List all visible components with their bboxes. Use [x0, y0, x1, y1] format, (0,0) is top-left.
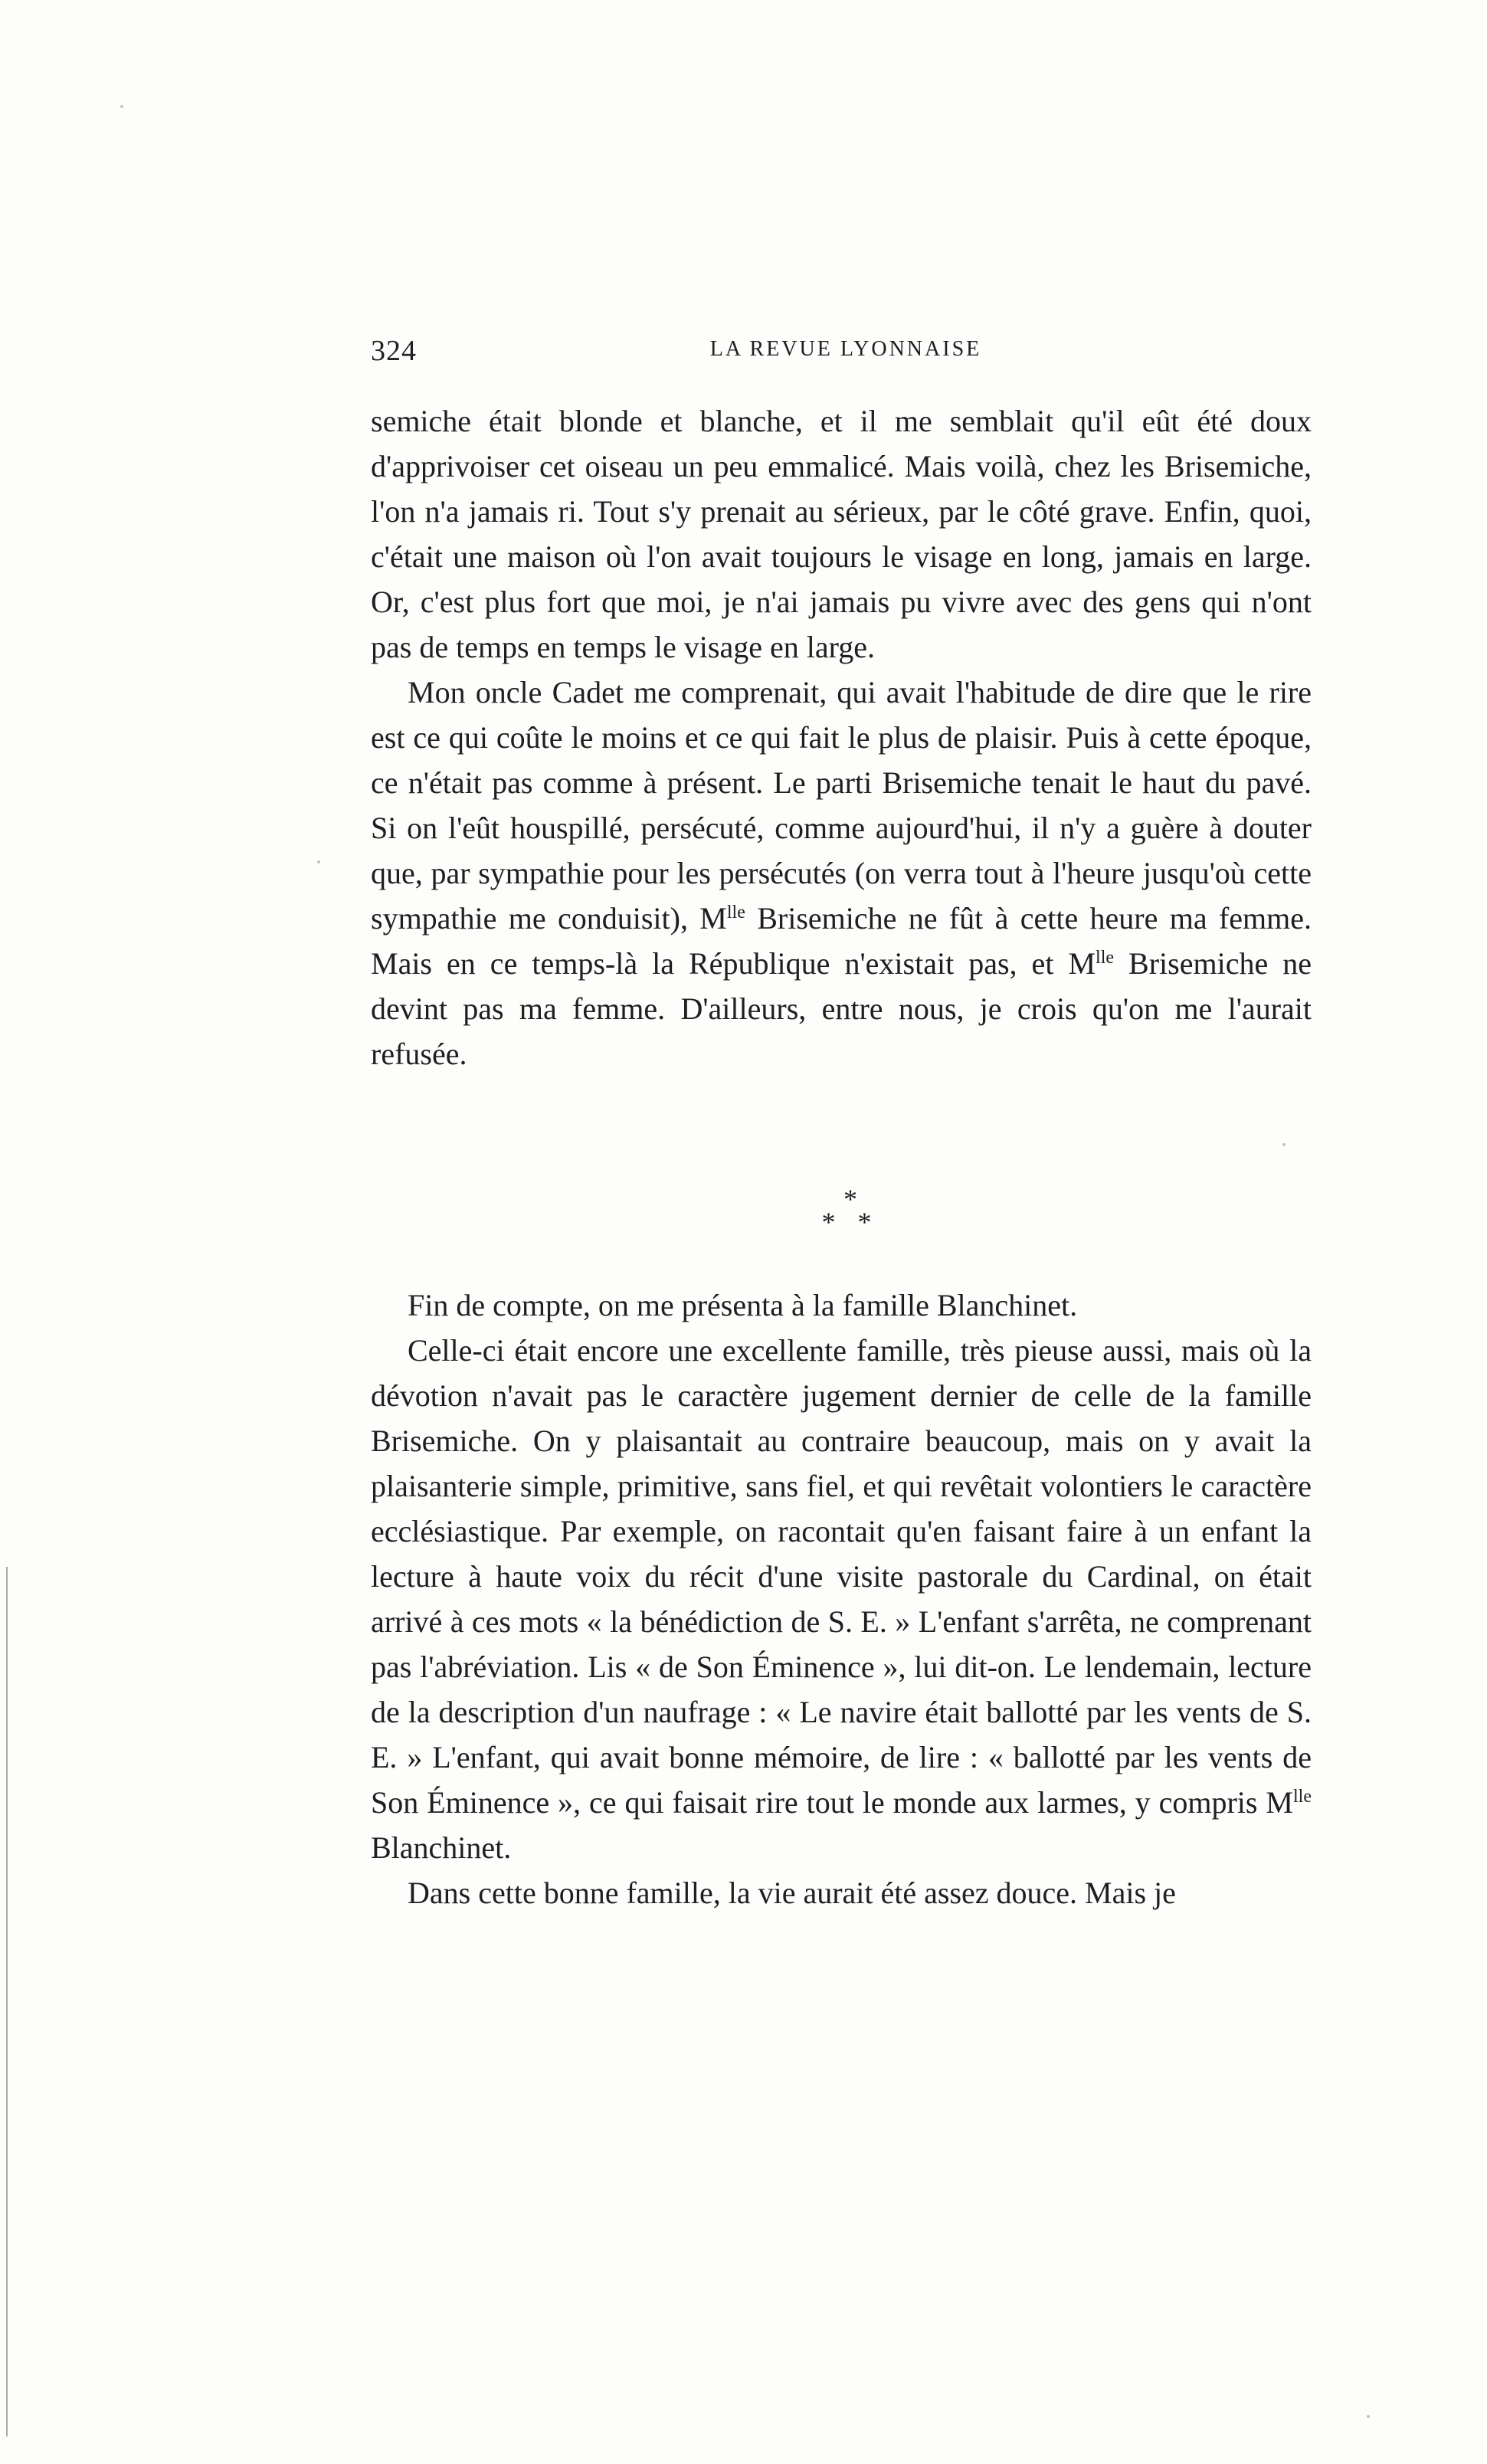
bottom-text-block — [371, 1283, 1312, 1915]
paragraph-blanchinet-text-1: Celle-ci était encore une excellente famille, très pieuse aussi, mais où la dévotion n'avait pas le caractère jugement dernier de celle de la famille Brisemiche. On y plaisantait au contraire beaucoup, mais on y avait la plaisanterie simple, primitive, sans fiel, et qui revêtait volontiers le caractère ecclésiastique. Par exemple, on racontait qu'en faisant faire à un enfant la lecture à haute voix du récit d'une visite pastorale du Cardinal, on était arrivé à ces mots « la bénédiction de S. E. » L'enfant s'arrêta, ne comprenant pas l'abréviation. Lis « de Son Éminence », lui dit-on. Le lendemain, lecture de la description d'un naufrage : « Le navire était ballotté par les vents de S. E. » L'enfant, qui avait bonne mémoire, de lire : « ballotté par les vents de Son Éminence », ce qui faisait rire tout le monde aux larmes, y compris M — [371, 1333, 1312, 1820]
running-title: LA REVUE LYONNAISE — [709, 337, 982, 361]
paragraph-cadet-text-2: Brisemiche ne fût à cette heure ma femme. Mais en ce temps-là la République n'existait pas, et M — [371, 901, 1312, 981]
paragraph-cadet-text-3: Brisemiche ne devint pas ma femme. D'ailleurs, entre nous, je crois qu'on me l'aurait refusée. — [371, 946, 1312, 1071]
asterism-bottom: * * — [821, 1207, 879, 1237]
scan-speck — [317, 860, 320, 863]
paragraph-blanchinet — [371, 1328, 1312, 1870]
mademoiselle-superscript-2: lle — [1096, 948, 1115, 968]
mademoiselle-superscript-1: lle — [726, 903, 745, 922]
paragraph-blanchinet-text-2: Blanchinet. — [371, 1830, 512, 1865]
paragraph-cadet — [371, 670, 1312, 1076]
section-asterism — [812, 1184, 889, 1264]
scan-speck — [120, 105, 123, 108]
page-header — [371, 334, 1321, 380]
paragraph-presentation: Fin de compte, on me présenta à la famille Blanchinet. — [408, 1288, 1078, 1322]
paragraph-cadet-text-1: Mon oncle Cadet me comprenait, qui avait l'habitude de dire que le rire est ce qui coûte le moins et ce qui fait le plus de plaisir. Puis à cette époque, ce n'était pas comme à présent. Le parti Brisemiche tenait le haut du pavé. Si on l'eût houspillé, persécuté, comme aujourd'hui, il n'y a guère à douter que, par sympathie pour les persécutés (on verra tout à l'heure jusqu'où cette sympathie me conduisit), M — [371, 675, 1312, 935]
scan-speck — [1367, 2415, 1370, 2418]
top-text-block — [371, 398, 1312, 1076]
continued-paragraph: semiche était blonde et blanche, et il me semblait qu'il eût été doux d'apprivoiser cet oiseau un peu emmalicé. Mais voilà, chez les Brisemiche, l'on n'a jamais ri. Tout s'y prenait au sérieux, par le côté grave. Enfin, quoi, c'était une maison où l'on avait toujours le visage en long, jamais en large. Or, c'est plus fort que moi, je n'ai jamais pu vivre avec des gens qui n'ont pas de temps en temps le visage en large. — [371, 404, 1312, 664]
page-number: 324 — [371, 335, 417, 367]
mademoiselle-superscript-3: lle — [1293, 1787, 1312, 1807]
paragraph-bonne-famille: Dans cette bonne famille, la vie aurait été assez douce. Mais je — [408, 1876, 1176, 1910]
scan-speck — [1282, 1143, 1286, 1146]
scan-margin-line — [6, 1567, 8, 2436]
asterism-top: * — [843, 1184, 857, 1214]
